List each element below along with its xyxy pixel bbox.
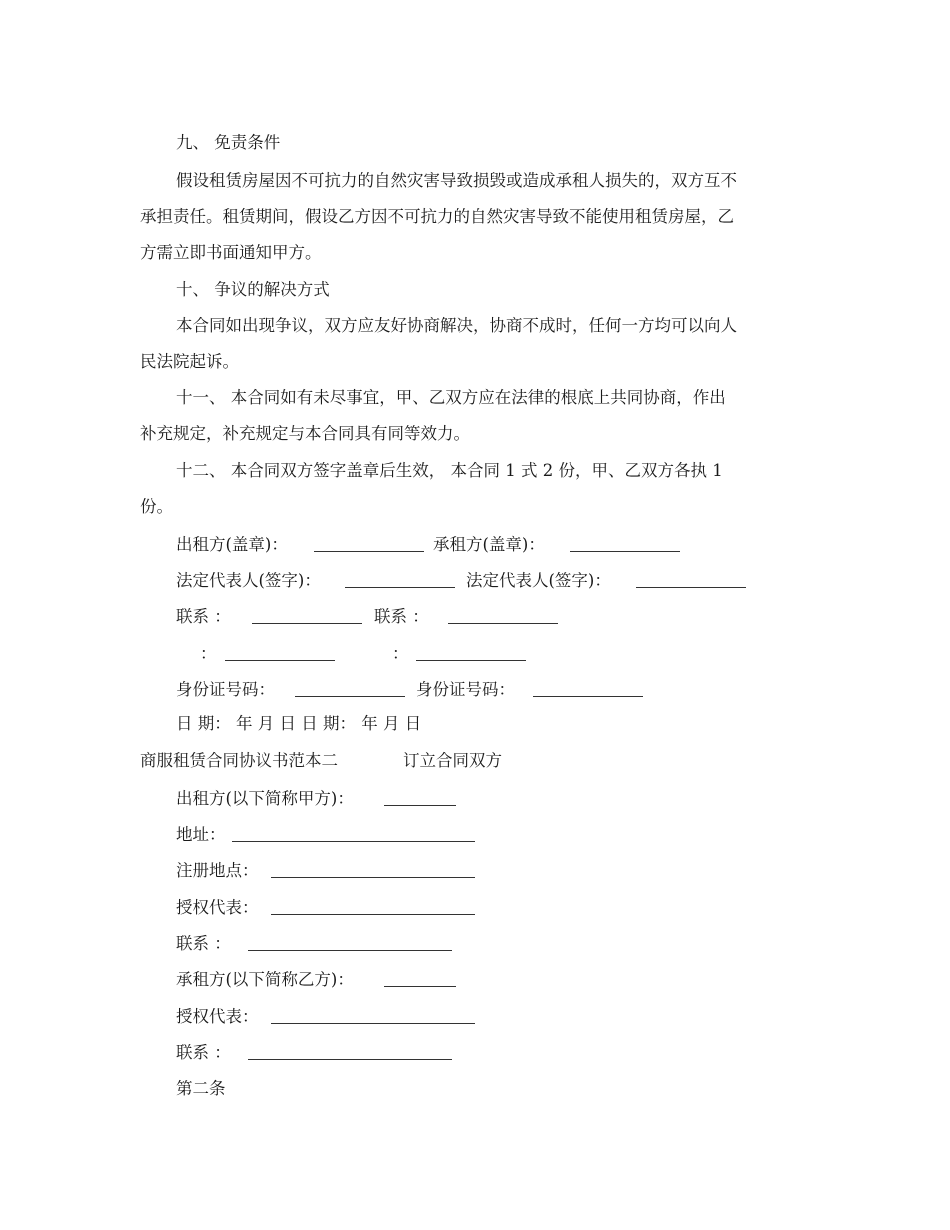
lessee-seal-blank [570,537,680,552]
lessor-party-label: 出租方(以下简称甲方)： [176,789,354,808]
contact-2-blank-template [248,1045,452,1060]
section-11-line-1: 十一、 本合同如有未尽事宜，甲、乙双方应在法律的根底上共同协商，作出 [176,388,726,407]
address-label: 地址： [176,825,226,844]
contact-1-blank [252,609,362,624]
lessee-party-label: 承租方(以下简称乙方)： [176,970,354,989]
lessor-seal-label: 出租方(盖章)： [176,535,288,554]
contact-2-label: 联系 ： [374,607,429,626]
section-9-title: 九、 免责条件 [176,133,281,152]
auth-rep-2-blank [271,1009,475,1024]
address-blank [232,827,475,842]
auth-rep-blank [271,900,475,915]
contact-2-blank [448,609,558,624]
contact-blank [248,936,452,951]
section-9-line-1: 假设租赁房屋因不可抗力的自然灾害导致损毁或造成承租人损失的，双方互不 [176,171,737,190]
auth-rep-2-label: 授权代表： [176,1007,259,1026]
auth-rep-label: 授权代表： [176,898,259,917]
section-10-line-2: 民法院起诉。 [140,352,239,371]
id-number-2-label: 身份证号码： [416,680,515,699]
lessee-seal-label: 承租方(盖章)： [433,535,545,554]
contact-label: 联系 ： [176,934,231,953]
legal-rep-2-label: 法定代表人(签字)： [466,571,611,590]
extra-1-blank [225,646,335,661]
contract-parties-label: 订立合同双方 [403,751,502,770]
template-2-heading: 商服租赁合同协议书范本二 [140,751,338,770]
section-11-line-2: 补充规定，补充规定与本合同具有同等效力。 [140,424,470,443]
section-9-line-2: 承担责任。租赁期间，假设乙方因不可抗力的自然灾害导致不能使用租赁房屋，乙 [140,207,734,226]
legal-rep-2-blank [636,573,746,588]
id-number-2-blank [533,682,643,697]
section-12-line-2: 份。 [140,497,173,516]
lessor-seal-blank [314,537,424,552]
lessee-party-blank [384,972,456,987]
section-12-line-1: 十二、 本合同双方签字盖章后生效， 本合同 1 式 2 份，甲、乙双方各执 1 [176,461,723,480]
section-10-title: 十、 争议的解决方式 [176,280,330,299]
id-number-1-blank [295,682,405,697]
extra-2-blank [416,646,526,661]
legal-rep-1-label: 法定代表人(签字)： [176,571,321,590]
date-line: 日 期： 年 月 日 日 期： 年 月 日 [176,714,422,733]
contact-1-label: 联系 ： [176,607,231,626]
contact-2-label-template: 联系 ： [176,1043,231,1062]
reg-address-blank [271,863,475,878]
legal-rep-1-blank [345,573,455,588]
id-number-1-label: 身份证号码： [176,680,275,699]
section-10-line-1: 本合同如出现争议，双方应友好协商解决，协商不成时，任何一方均可以向人 [176,316,737,335]
extra-colon-1: ： [200,644,217,663]
section-9-line-3: 方需立即书面通知甲方。 [140,243,322,262]
extra-colon-2: ： [392,644,409,663]
lessor-party-blank [384,791,456,806]
article-2-heading: 第二条 [176,1079,226,1098]
reg-address-label: 注册地点： [176,861,259,880]
